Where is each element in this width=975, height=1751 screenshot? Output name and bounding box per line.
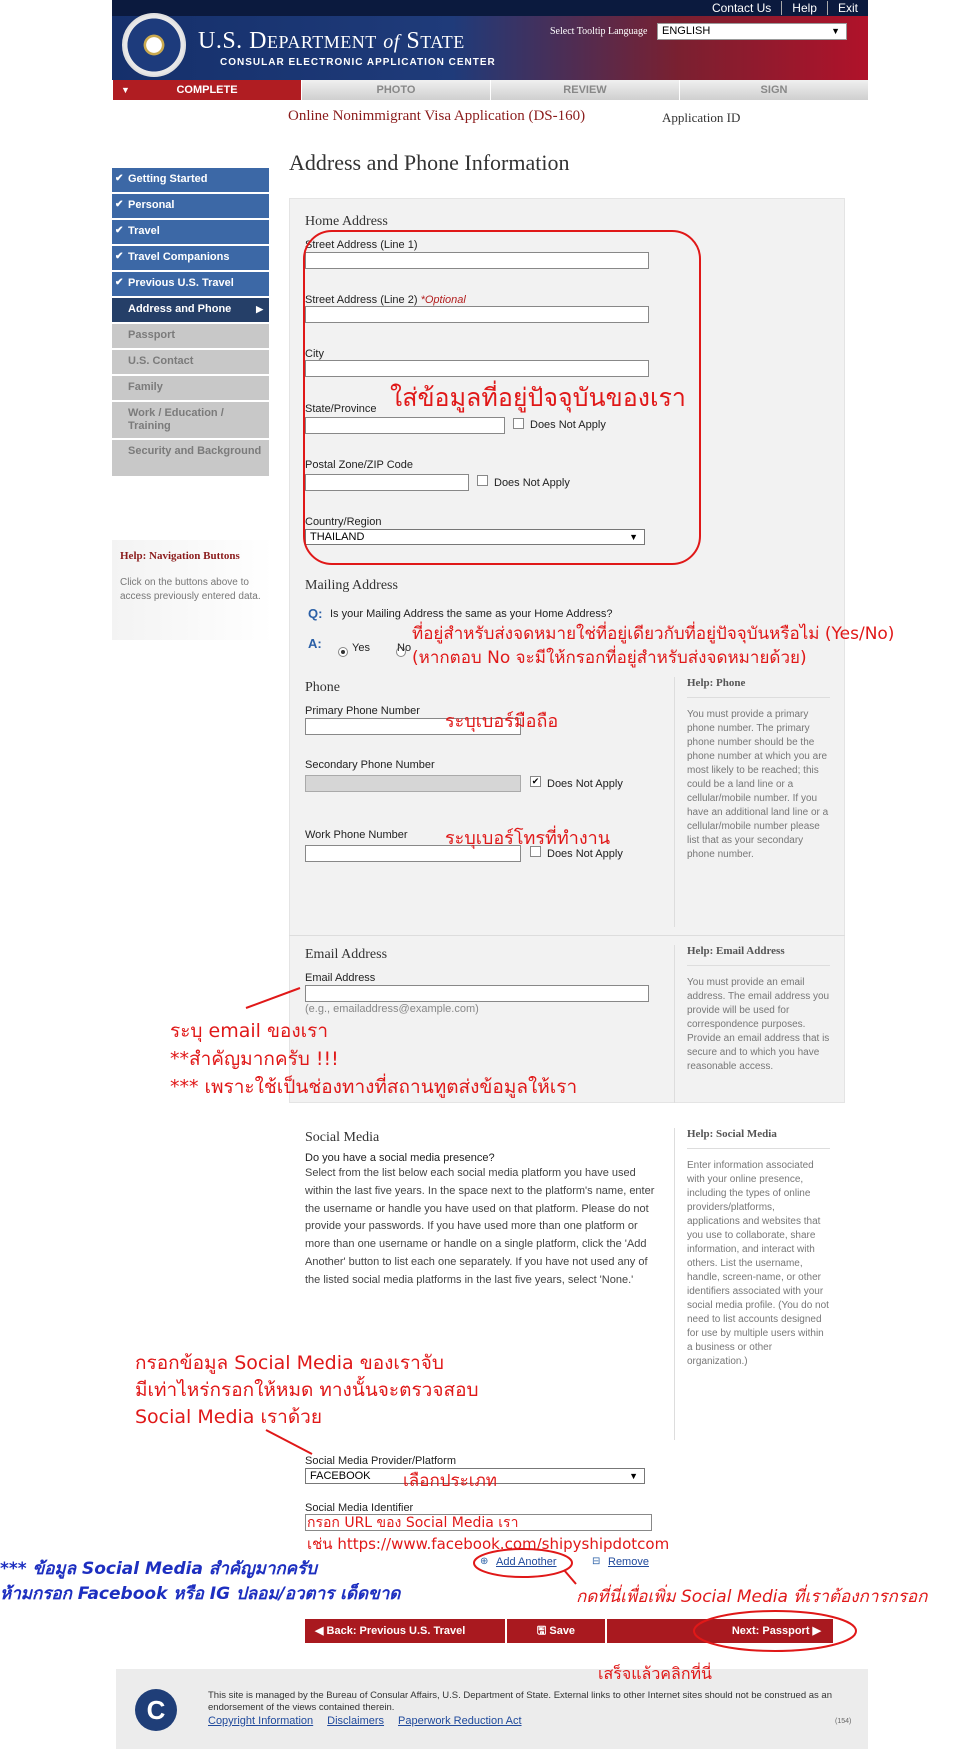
home-note: ใส่ข้อมูลที่อยู่ปัจจุบันของเรา: [390, 383, 686, 412]
q-marker: Q:: [308, 606, 323, 621]
help-email-title: Help: Email Address: [687, 945, 830, 966]
save-button[interactable]: 🖫 Save: [507, 1619, 605, 1643]
next-button[interactable]: Next: Passport ▶: [607, 1619, 833, 1643]
sidebar-item-passport: Passport: [112, 324, 269, 348]
footer-text: This site is managed by the Bureau of Consular Affairs, U.S. Department of State. External links to other Internet sites should not be construed as an endorsement of the views contained therein.: [208, 1690, 832, 1713]
social-instructions: Select from the list below each social media platform you have used within the last five years. In the space next to the platform's name, enter the username or handle you have used on that platform. Please do not provide your passwords. If you have used more than one platform or more than one username or handle on a single platform, click the 'Add Another' button to list each one separately. If you have not used any of the listed social media platforms in the last five years, select 'None.': [305, 1167, 655, 1286]
step-photo: PHOTO: [301, 80, 490, 100]
social-note-2: มีเท่าไหร่กรอกให้หมด ทางนั้นจะตรวจสอบ: [135, 1379, 479, 1401]
social-provider-label: Social Media Provider/Platform: [305, 1455, 457, 1467]
social-identifier-label: Social Media Identifier: [305, 1502, 414, 1514]
help-navigation-text: Click on the buttons above to access previously entered data.: [120, 577, 261, 602]
primary-phone-label: Primary Phone Number: [305, 705, 420, 717]
step-sign: SIGN: [679, 80, 868, 100]
country-label: Country/Region: [305, 516, 382, 528]
postal-label: Postal Zone/ZIP Code: [305, 459, 414, 471]
state-label: State/Province: [305, 403, 377, 415]
social-question: Do you have a social media presence?: [305, 1152, 495, 1164]
application-id-label: Application ID: [662, 110, 741, 125]
help-social-text: Enter information associated with your online presence, including the types of online providers/platforms, applications and websites that you use to collaborate, share information, and interact with others. List the username, handle, screen-name, or other identifiers associated with your social media profile. (You do not need to list accounts designed for use by multiple users within a business or other organization.): [687, 1160, 829, 1367]
step-review: REVIEW: [490, 80, 679, 100]
remove-link[interactable]: Remove: [608, 1556, 649, 1568]
application-title: Online Nonimmigrant Visa Application (DS-160): [288, 108, 586, 124]
chevron-down-icon: ▼: [831, 26, 840, 36]
sidebar-item-previous-us-travel[interactable]: ✔ Previous U.S. Travel: [112, 272, 269, 296]
sidebar-item-travel[interactable]: ✔ Travel: [112, 220, 269, 244]
state-does-not-apply-label: Does Not Apply: [530, 419, 606, 431]
mail-note-2: (หากตอบ No จะมีให้กรอกที่อยู่สำหรับส่งจดหมายด้วย): [412, 648, 807, 668]
done-note: เสร็จแล้วคลิกที่นี่: [598, 1664, 712, 1683]
step-complete: ▼ COMPLETE: [112, 80, 301, 100]
secondary-does-not-apply-label: Does Not Apply: [547, 778, 623, 790]
email-arrow: [246, 988, 300, 1008]
mailing-no-label: No: [397, 642, 412, 654]
sidebar-item-personal[interactable]: ✔ Personal: [112, 194, 269, 218]
mobile-note: ระบุเบอร์มือถือ: [445, 711, 559, 732]
url-note-2: เช่น https://www.facebook.com/shipyshipdotcom: [307, 1535, 670, 1553]
disclaimers-link[interactable]: Disclaimers: [327, 1715, 385, 1727]
contact-us-link[interactable]: Contact Us: [711, 1, 772, 15]
social-note-1: กรอกข้อมูล Social Media ของเราจับ: [135, 1352, 444, 1374]
email-note-1: ระบุ email ของเรา: [170, 1020, 328, 1042]
blue-note-2: ห้ามกรอก Facebook หรือ IG ปลอม/อวตาร เด็ดขาด: [0, 1584, 401, 1604]
paperwork-link[interactable]: Paperwork Reduction Act: [398, 1715, 522, 1727]
email-heading: Email Address: [305, 947, 388, 962]
email-note-2: **สำคัญมากครับ !!!: [170, 1048, 339, 1070]
url-note-1: กรอก URL ของ Social Media เรา: [307, 1515, 519, 1531]
social-arrow: [266, 1430, 312, 1454]
phone-heading: Phone: [305, 680, 340, 695]
social-media-heading: Social Media: [305, 1130, 380, 1145]
help-link[interactable]: Help: [781, 1, 827, 15]
sidebar-item-us-contact: U.S. Contact: [112, 350, 269, 374]
exit-link[interactable]: Exit: [827, 1, 868, 15]
email-note-3: *** เพราะใช้เป็นช่องทางที่สถานทูตส่งข้อมูลให้เรา: [170, 1076, 578, 1098]
add-another-link[interactable]: Add Another: [496, 1556, 557, 1568]
tooltip-language-value: ENGLISH: [662, 25, 711, 37]
copyright-link[interactable]: Copyright Information: [208, 1715, 314, 1727]
mailing-address-heading: Mailing Address: [305, 578, 398, 593]
secondary-phone-label: Secondary Phone Number: [305, 759, 435, 771]
city-label: City: [305, 348, 324, 360]
help-email-text: You must provide an email address. The email address you provide will be used for correspondence purposes. Provide an email address that is secure and to which you have reasonable access.: [687, 977, 830, 1072]
street2-label: Street Address (Line 2) *Optional: [305, 294, 466, 306]
back-button[interactable]: ◀ Back: Previous U.S. Travel: [305, 1619, 505, 1643]
consular-affairs-logo: C: [135, 1689, 177, 1731]
sidebar-item-travel-companions[interactable]: ✔ Travel Companions: [112, 246, 269, 270]
add-icon: ⊕: [480, 1556, 489, 1567]
postal-does-not-apply-label: Does Not Apply: [494, 477, 570, 489]
chevron-down-icon: ▼: [629, 1471, 638, 1481]
a-marker: A:: [308, 636, 322, 651]
help-phone-text: You must provide a primary phone number. The primary phone number should be the phone number at which you are most likely to be reached; this could be a land line or a cellular/mobile number. If you have an additional land line or a cellular/mobile number please list that as your secondary phone number.: [687, 709, 829, 860]
sidebar-item-family: Family: [112, 376, 269, 400]
social-note-3: Social Media เราด้วย: [135, 1406, 322, 1428]
mail-note-1: ที่อยู่สำหรับส่งจดหมายใช่ที่อยู่เดียวกับที่อยู่ปัจจุบันหรือไม่ (Yes/No): [412, 624, 895, 644]
chevron-down-icon: ▼: [629, 532, 638, 542]
next-button-ring: [694, 1611, 856, 1651]
sidebar-item-work-education: Work / Education / Training: [112, 402, 269, 438]
remove-icon: ⊟: [592, 1556, 601, 1567]
mailing-yes-label: Yes: [352, 642, 370, 654]
country-value: THAILAND: [310, 531, 365, 543]
home-address-heading: Home Address: [305, 214, 388, 229]
page-title: Address and Phone Information: [289, 150, 570, 175]
work-note: ระบุเบอร์โทรที่ทำงาน: [445, 828, 611, 849]
email-example: (e.g., emailaddress@example.com): [305, 1003, 479, 1015]
work-does-not-apply-label: Does Not Apply: [547, 848, 623, 860]
blue-note-1: *** ข้อมูล Social Media สำคัญมากครับ: [0, 1559, 317, 1579]
social-provider-value: FACEBOOK: [310, 1470, 371, 1482]
tooltip-language-label: Select Tooltip Language: [550, 26, 648, 37]
help-navigation-title: Help: Navigation Buttons: [120, 550, 240, 562]
help-social-title: Help: Social Media: [687, 1128, 830, 1149]
help-phone-title: Help: Phone: [687, 677, 830, 698]
work-phone-label: Work Phone Number: [305, 829, 408, 841]
sidebar-item-address-and-phone[interactable]: Address and Phone ▶: [112, 298, 269, 322]
center-name: CONSULAR ELECTRONIC APPLICATION CENTER: [220, 57, 496, 68]
email-label: Email Address: [305, 972, 376, 984]
dept-title: U.S. DEPARTMENT of STATE: [198, 28, 465, 54]
add-note: กดที่นี่เพื่อเพิ่ม Social Media ที่เราต้องการกรอก: [576, 1587, 928, 1607]
sidebar-item-getting-started[interactable]: ✔ Getting Started: [112, 168, 269, 192]
save-icon: 🖫: [536, 1625, 550, 1637]
street1-label: Street Address (Line 1): [305, 239, 418, 251]
type-note: เลือกประเภท: [403, 1471, 498, 1491]
add-arrow: [564, 1570, 576, 1584]
footer-code: (154): [835, 1718, 852, 1725]
mailing-question: Is your Mailing Address the same as your Home Address?: [330, 608, 613, 620]
sidebar-item-security: Security and Background: [112, 440, 269, 476]
